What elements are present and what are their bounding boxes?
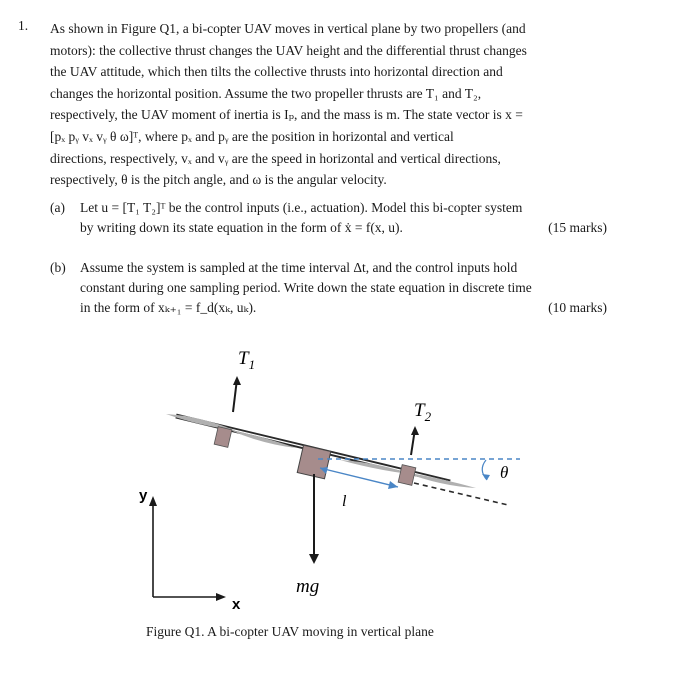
y-axis-head: [149, 496, 157, 506]
right-propeller-blade: [404, 472, 476, 488]
part-a-line: Let u = [T₁ T₂]ᵀ be the control inputs (i.e., actuation). Model this bi-copter system: [80, 200, 523, 215]
figure-caption: Figure Q1. A bi-copter UAV moving in vertical plane: [146, 624, 434, 639]
part-a-label: (a): [50, 200, 65, 215]
label-t1: $T_1$: [238, 348, 256, 372]
question-line: respectively, θ is the pitch angle, and ω is the angular velocity.: [50, 172, 387, 188]
part-b-label: (b): [50, 260, 66, 275]
part-a-line: [80, 218, 607, 238]
label-theta: θ: [500, 463, 509, 482]
part-b-text: [80, 258, 607, 317]
weight-arrow-head: [309, 554, 319, 564]
part-b-marks: (10 marks): [548, 299, 607, 315]
part-b-line: constant during one sampling period. Write down the state equation in discrete time: [80, 279, 532, 295]
part-b-line: Assume the system is sampled at the time interval Δt, and the control inputs hold: [80, 260, 518, 275]
left-motor: [214, 427, 232, 448]
question-line: directions, respectively, vₓ and vᵧ are the speed in horizontal and vertical directions,: [50, 150, 501, 166]
x-axis-head: [216, 593, 226, 601]
question-line: motors): the collective thrust changes the UAV height and the differential thrust changes: [50, 42, 527, 58]
part-b-line: [80, 298, 607, 318]
question-line: the UAV attitude, which then tilts the collective thrusts into horizontal direction and: [50, 64, 503, 80]
bicopter-figure: [0, 340, 680, 620]
part-a-marks: (15 marks): [548, 219, 607, 235]
question-body: [50, 18, 627, 191]
length-arrow-head: [388, 481, 398, 489]
label-l: l: [342, 493, 347, 510]
label-mg: mg: [296, 576, 320, 597]
part-a-text: [80, 198, 607, 238]
question-line: respectively, the UAV moment of inertia is Iₚ, and the mass is m. The state vector is x =: [50, 107, 523, 123]
question-line: changes the horizontal position. Assume the two propeller thrusts are T₁ and T₂,: [50, 85, 482, 101]
left-propeller-blade: [230, 430, 296, 448]
part-a-line-2: by writing down its state equation in the form of ẋ = f(x, u).: [80, 219, 403, 235]
thrust-arrow-t1-head: [233, 376, 241, 385]
label-x-axis: x: [232, 596, 241, 613]
question-number: 1.: [18, 18, 29, 33]
length-arrow: [320, 468, 398, 487]
thrust-arrow-t2-head: [411, 426, 419, 435]
label-t2: $T_2$: [414, 400, 432, 424]
question-line: [pₓ pᵧ vₓ vᵧ θ ω]ᵀ, where pₓ and pᵧ are the position in horizontal and vertical: [50, 128, 454, 144]
label-y-axis: y: [139, 487, 148, 504]
question-line: As shown in Figure Q1, a bi-copter UAV moves in vertical plane by two propellers (and: [50, 21, 526, 36]
part-b-line-3: in the form of xₖ₊₁ = f_d(xₖ, uₖ).: [80, 299, 257, 315]
